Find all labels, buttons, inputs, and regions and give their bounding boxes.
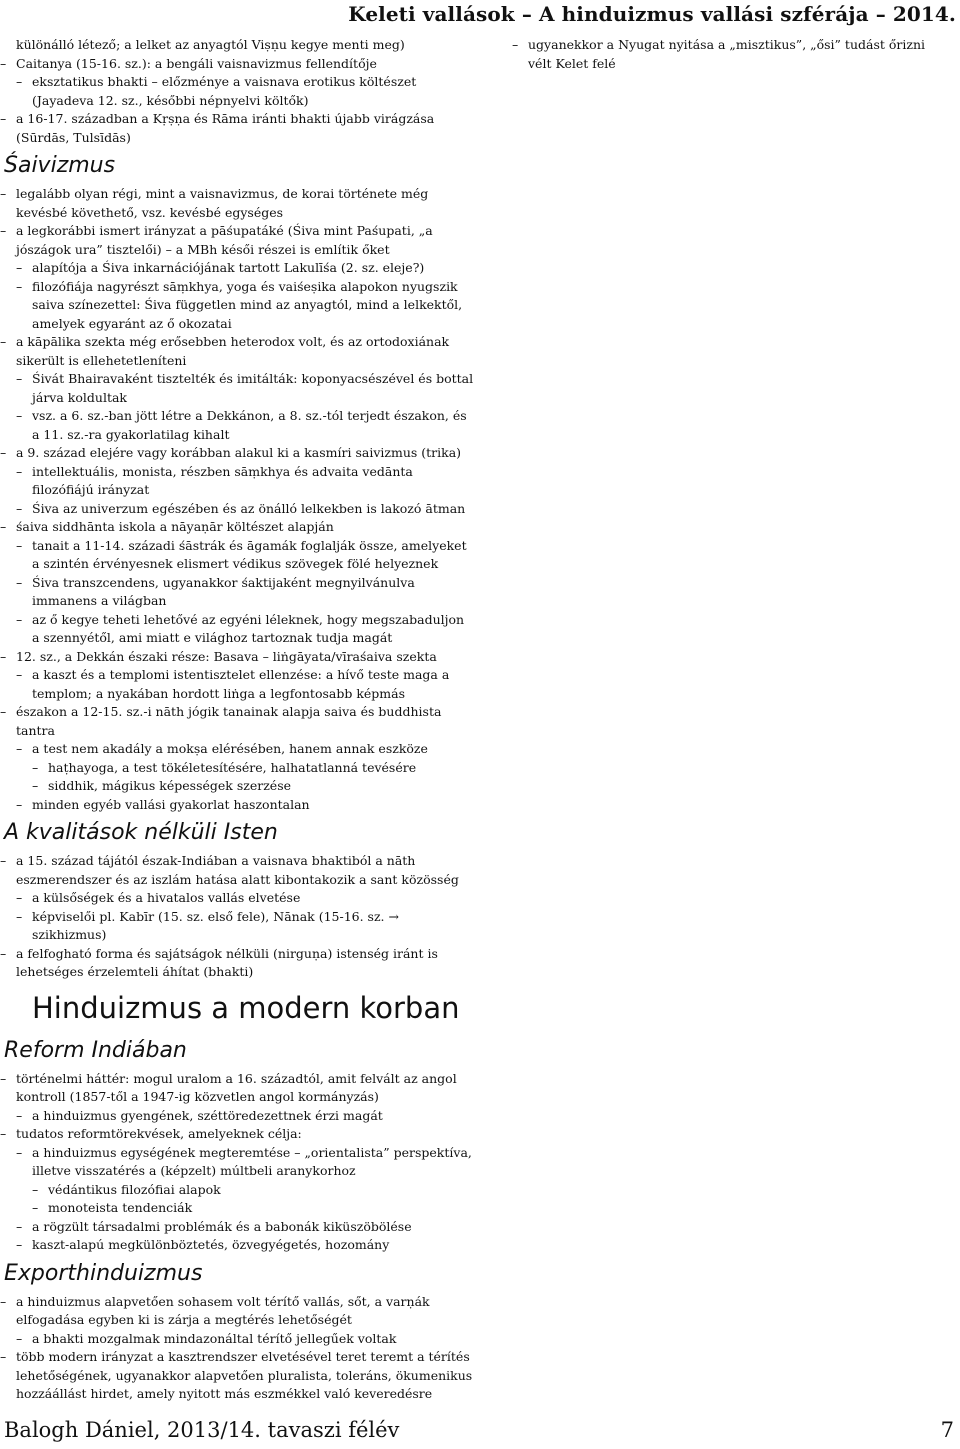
- list-item: – a hinduizmus gyengének, széttöredezettnek érzi magát: [16, 1107, 383, 1123]
- list-item: – a hinduizmus egységének megteremtése – „orientalista” perspektíva, illetve visszatérés a (képzelt) múltbeli aranykorhoz: [16, 1144, 472, 1178]
- list-item: – az ő kegye teheti lehetővé az egyéni léleknek, hogy megszabaduljon a szennyétől, ami miatt e világhoz tartoznak tudja magát: [16, 611, 465, 645]
- list-item: – Śivát Bhairavaként tisztelték és imitálták: koponyacsészével és bottal járva koldultak: [16, 371, 474, 405]
- list-item: – eksztatikus bhakti – előzménye a vaisnava erotikus költészet (Jayadeva 12. sz., későbbi népnyelvi költők): [16, 74, 417, 108]
- list-item: – történelmi háttér: mogul uralom a 16. századtól, amit felvált az angol kontroll (1857-től a 1947-ig közvetlen angol kormányzás): [0, 1070, 457, 1104]
- list-item: – a rögzült társadalmi problémák és a babonák kiküszöbölése: [16, 1218, 412, 1234]
- dash-bullet: –: [0, 111, 7, 126]
- left-column: [0, 36, 474, 1404]
- section-title-kvalitasok: A kvalitások nélküli Isten: [4, 820, 278, 845]
- list-item: – a kāpālika szekta még erősebben heterodox volt, és az ortodoxiának sikerült is ellehetetleníteni: [0, 334, 450, 368]
- list-item: – alapítója a Śiva inkarnációjának tartott Lakulīśa (2. sz. eleje?): [16, 260, 425, 275]
- list-item: – a felfogható forma és sajátságok nélküli (nirguṇa) istenség iránt is lehetséges érzelemteli áhítat (bhakti): [0, 945, 438, 979]
- list-item: – legalább olyan régi, mint a vaisnavizmus, de korai története még kevésbé követhető, vsz. kevésbé egységes: [0, 186, 429, 220]
- list-item: – Śiva az univerzum egészében és az önálló lelkekben is lakozó ātman: [16, 500, 466, 516]
- list-item: – monoteista tendenciák: [32, 1200, 193, 1215]
- list-item: – a hinduizmus alapvetően sohasem volt térítő vallás, sőt, a varṇák elfogadása egyben ki is zárja a megtérés lehetőségét: [0, 1293, 430, 1327]
- list-item: – 12. sz., a Dekkán északi része: Basava – liṅgāyata/vīraśaiva szekta: [0, 648, 437, 664]
- list-item: – filozófiája nagyrészt sāṃkhya, yoga és vaiśeṣika alapokon nyugszik saiva színezettel: Śiva független mind az anyagtól, mind a lelkektől, amelyek egyaránt az ő okozatai: [16, 278, 463, 331]
- footer-author: Balogh Dániel, 2013/14. tavaszi félév: [4, 1418, 400, 1442]
- list-item: – a legkorábbi ismert irányzat a pāśupatáké (Śiva mint Paśupati, „a jószágok ura” tisztelői) – a MBh késői részei is említik őket: [0, 223, 433, 257]
- list-item: – a 16-17. században a Kṛṣṇa és Rāma iránti bhakti újabb virágzása (Sūrdās, Tulsīdās): [0, 111, 435, 145]
- list-item: – tudatos reformtörekvések, amelyeknek célja:: [0, 1126, 302, 1141]
- chapter-title-modern: Hinduizmus a modern korban: [32, 990, 460, 1025]
- section-title-export: Exporthinduizmus: [4, 1260, 203, 1286]
- list-item: – minden egyéb vallási gyakorlat haszontalan: [16, 796, 310, 812]
- list-item: – Caitanya (15-16. sz.): a bengáli vaisnavizmus fellendítője: [0, 55, 474, 74]
- list-item: különálló létező; a lelket az anyagtól Viṣṇu kegye menti meg): [16, 37, 405, 52]
- list-item: – ugyanekkor a Nyugat nyitása a „misztikus”, „ősi” tudást őrizni vélt Kelet felé: [512, 37, 925, 71]
- list-item: – a bhakti mozgalmak mindazonáltal térítő jellegűek voltak: [16, 1330, 397, 1346]
- list-item: – siddhik, mágikus képességek szerzése: [32, 778, 292, 793]
- list-item: – a 9. század elejére vagy korábban alakul ki a kasmíri saivizmus (trika): [0, 445, 462, 460]
- list-item: – több modern irányzat a kasztrendszer elvetésével teret teremt a térítés lehetőségének, ugyanakkor alapvetően pluralista, toleráns, ökumenikus hozzáállást hirdet, amely nyitott más eszmékkel való keveredésre: [0, 1349, 473, 1401]
- dash-bullet: –: [16, 74, 23, 89]
- section-title-reform: Reform Indiában: [4, 1037, 187, 1063]
- right-column: [512, 36, 952, 73]
- section-title-saivizmus: Śaivizmus: [4, 153, 116, 178]
- page-header: Keleti vallások – A hinduizmus vallási szférája – 2014.: [348, 2, 956, 26]
- list-item: – a kaszt és a templomi istentisztelet ellenzése: a hívő teste maga a templom; a nyakában hordott liṅga a legfontosabb képmás: [16, 667, 450, 701]
- list-item: – a külsőségek és a hivatalos vallás elvetése: [16, 890, 301, 905]
- list-item: – kaszt-alapú megkülönböztetés, özvegyégetés, hozomány: [16, 1237, 390, 1252]
- list-item: – intellektuális, monista, részben sāṃkhya és advaita vedānta filozófiájú irányzat: [16, 463, 413, 497]
- list-item: – haṭhayoga, a test tökéletesítésére, halhatatlanná tevésére: [32, 759, 417, 775]
- page-number: 7: [940, 1418, 954, 1442]
- list-item: – śaiva siddhānta iskola a nāyaṇār költészet alapján: [0, 519, 334, 534]
- list-item: – vsz. a 6. sz.-ban jött létre a Dekkánon, a 8. sz.-tól terjedt északon, és a 11. sz.-ra gyakorlatilag kihalt: [16, 408, 467, 442]
- list-item: – Śiva transzcendens, ugyanakkor śaktijaként megnyilvánulva immanens a világban: [16, 574, 415, 608]
- dash-bullet: –: [0, 55, 7, 71]
- list-item: – a 15. század tájától észak-Indiában a vaisnava bhaktiból a nāth eszmerendszer és az iszlám hatása alatt kibontakozik a sant közösség: [0, 853, 459, 887]
- list-item: – a test nem akadály a mokṣa elérésében, hanem annak eszköze: [16, 741, 428, 756]
- list-item: – északon a 12-15. sz.-i nāth jógik tanainak alapja saiva és buddhista tantra: [0, 704, 442, 738]
- list-item: – védántikus filozófiai alapok: [32, 1181, 221, 1197]
- list-item: – képviselői pl. Kabīr (15. sz. első fele), Nānak (15-16. sz. → szikhizmus): [16, 908, 399, 942]
- list-item: – tanait a 11-14. századi śāstrák és āgamák foglalják össze, amelyeket a szintén érvényesnek elismert védikus szövegek fölé helyeznek: [16, 537, 467, 571]
